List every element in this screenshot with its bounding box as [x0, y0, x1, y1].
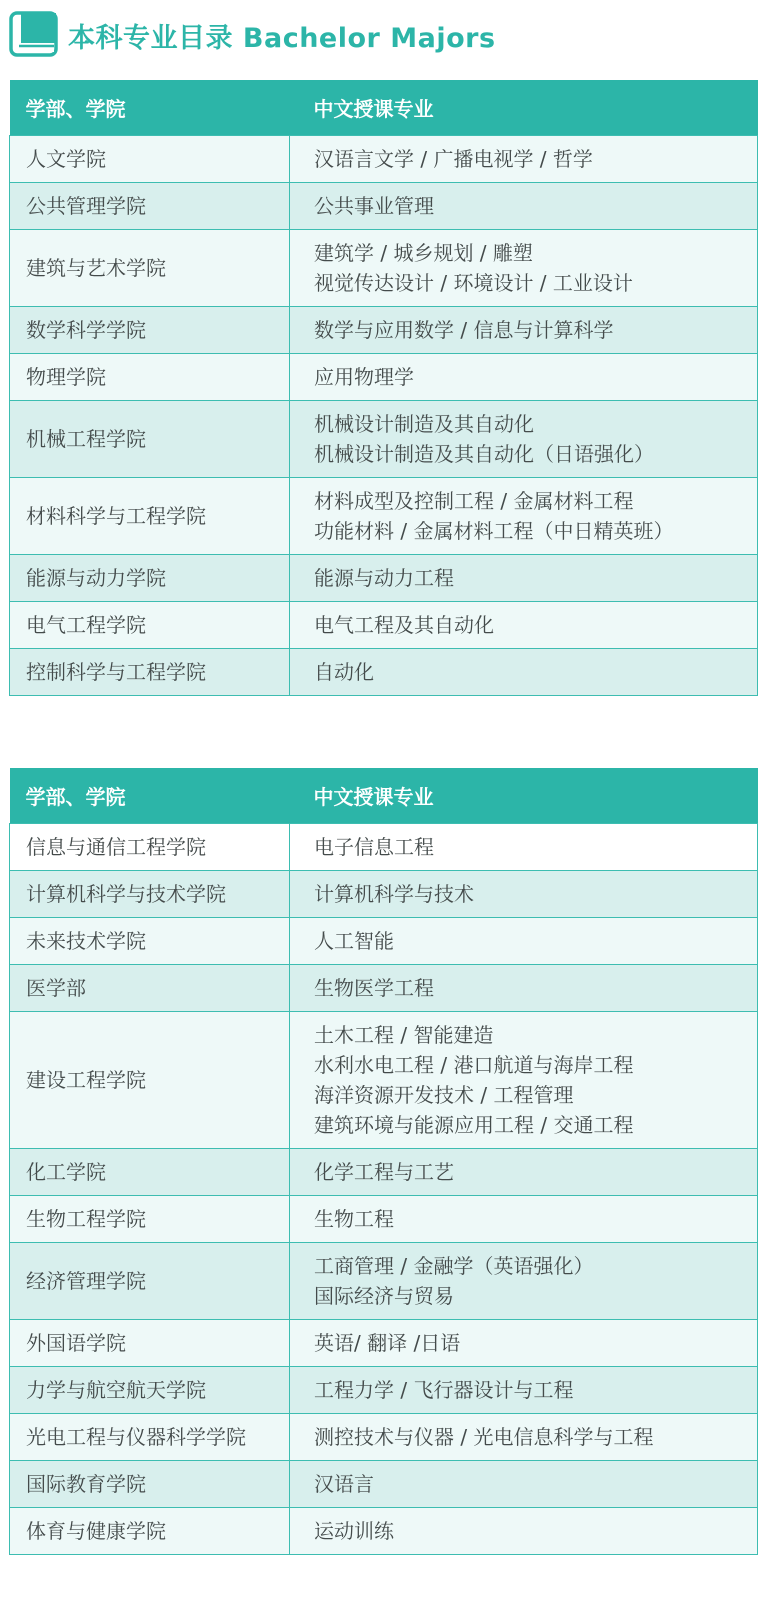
table-row [10, 136, 758, 183]
majors-cell [290, 1012, 758, 1149]
table-row [10, 1461, 758, 1508]
majors-cell [290, 965, 758, 1012]
major-line: 运动训练 [314, 1519, 394, 1543]
majors-cell [290, 918, 758, 965]
table-header-row [10, 80, 758, 136]
majors-cell [290, 555, 758, 602]
major-line: 汉语言文学 / 广播电视学 / 哲学 [314, 147, 593, 171]
page-header [8, 8, 496, 62]
school-cell: 化工学院 [10, 1149, 290, 1196]
table-row [10, 1196, 758, 1243]
major-line: 视觉传达设计 / 环境设计 / 工业设计 [314, 271, 633, 295]
majors-cell [290, 230, 758, 307]
majors-cell [290, 871, 758, 918]
school-cell: 国际教育学院 [10, 1461, 290, 1508]
table-row [10, 555, 758, 602]
major-line: 生物医学工程 [314, 976, 434, 1000]
majors-cell [290, 1508, 758, 1555]
major-line: 化学工程与工艺 [314, 1160, 454, 1184]
majors-cell [290, 183, 758, 230]
major-line: 测控技术与仪器 / 光电信息科学与工程 [314, 1425, 654, 1449]
school-cell: 光电工程与仪器科学学院 [10, 1414, 290, 1461]
majors-cell [290, 136, 758, 183]
major-line: 机械设计制造及其自动化（日语强化） [314, 442, 654, 466]
table-row [10, 1320, 758, 1367]
majors-cell [290, 1367, 758, 1414]
school-cell: 医学部 [10, 965, 290, 1012]
major-line: 人工智能 [314, 929, 394, 953]
major-line: 电子信息工程 [314, 835, 434, 859]
table-row [10, 401, 758, 478]
school-cell: 计算机科学与技术学院 [10, 871, 290, 918]
table-row [10, 602, 758, 649]
major-line: 工程力学 / 飞行器设计与工程 [314, 1378, 574, 1402]
majors-cell [290, 478, 758, 555]
table-row [10, 230, 758, 307]
table-body-2 [10, 824, 758, 1555]
table-row [10, 871, 758, 918]
book-icon [8, 9, 60, 61]
table-header-row [10, 768, 758, 824]
table-row [10, 824, 758, 871]
majors-cell [290, 649, 758, 696]
table-row [10, 307, 758, 354]
majors-cell [290, 307, 758, 354]
table-body-1 [10, 136, 758, 696]
table-row [10, 965, 758, 1012]
majors-cell [290, 1149, 758, 1196]
school-cell: 体育与健康学院 [10, 1508, 290, 1555]
school-cell: 生物工程学院 [10, 1196, 290, 1243]
column-header-majors: 中文授课专业 [290, 80, 758, 136]
table-row [10, 1243, 758, 1320]
column-header-school: 学部、学院 [10, 80, 290, 136]
table-row [10, 478, 758, 555]
major-line: 建筑学 / 城乡规划 / 雕塑 [314, 241, 533, 265]
school-cell: 物理学院 [10, 354, 290, 401]
major-line: 建筑环境与能源应用工程 / 交通工程 [314, 1113, 634, 1137]
school-cell: 人文学院 [10, 136, 290, 183]
major-line: 国际经济与贸易 [314, 1284, 454, 1308]
school-cell: 未来技术学院 [10, 918, 290, 965]
school-cell: 控制科学与工程学院 [10, 649, 290, 696]
major-line: 计算机科学与技术 [314, 882, 474, 906]
school-cell: 电气工程学院 [10, 602, 290, 649]
school-cell: 公共管理学院 [10, 183, 290, 230]
table-row [10, 354, 758, 401]
majors-table-1 [9, 80, 758, 696]
major-line: 生物工程 [314, 1207, 394, 1231]
school-cell: 力学与航空航天学院 [10, 1367, 290, 1414]
major-line: 英语/ 翻译 /日语 [314, 1331, 461, 1355]
major-line: 自动化 [314, 660, 374, 684]
major-line: 材料成型及控制工程 / 金属材料工程 [314, 489, 634, 513]
column-header-majors: 中文授课专业 [290, 768, 758, 824]
school-cell: 建设工程学院 [10, 1012, 290, 1149]
major-line: 公共事业管理 [314, 194, 434, 218]
table-row [10, 1508, 758, 1555]
majors-cell [290, 401, 758, 478]
table-row [10, 183, 758, 230]
major-line: 功能材料 / 金属材料工程（中日精英班） [314, 519, 674, 543]
majors-cell [290, 1196, 758, 1243]
major-line: 应用物理学 [314, 365, 414, 389]
major-line: 能源与动力工程 [314, 566, 454, 590]
majors-cell [290, 824, 758, 871]
majors-cell [290, 602, 758, 649]
table-row [10, 1414, 758, 1461]
majors-cell [290, 354, 758, 401]
school-cell: 能源与动力学院 [10, 555, 290, 602]
school-cell: 经济管理学院 [10, 1243, 290, 1320]
major-line: 土木工程 / 智能建造 [314, 1023, 494, 1047]
major-line: 电气工程及其自动化 [314, 613, 494, 637]
major-line: 汉语言 [314, 1472, 374, 1496]
school-cell: 材料科学与工程学院 [10, 478, 290, 555]
majors-cell [290, 1414, 758, 1461]
table-row [10, 1367, 758, 1414]
column-header-school: 学部、学院 [10, 768, 290, 824]
school-cell: 建筑与艺术学院 [10, 230, 290, 307]
major-line: 数学与应用数学 / 信息与计算科学 [314, 318, 614, 342]
majors-table-2 [9, 768, 758, 1555]
school-cell: 数学科学学院 [10, 307, 290, 354]
table-row [10, 918, 758, 965]
major-line: 海洋资源开发技术 / 工程管理 [314, 1083, 574, 1107]
majors-cell [290, 1243, 758, 1320]
table-row [10, 1149, 758, 1196]
school-cell: 外国语学院 [10, 1320, 290, 1367]
major-line: 机械设计制造及其自动化 [314, 412, 534, 436]
table-row [10, 649, 758, 696]
major-line: 工商管理 / 金融学（英语强化） [314, 1254, 594, 1278]
major-line: 水利水电工程 / 港口航道与海岸工程 [314, 1053, 634, 1077]
school-cell: 机械工程学院 [10, 401, 290, 478]
majors-cell [290, 1320, 758, 1367]
table-row [10, 1012, 758, 1149]
page-title: 本科专业目录 Bachelor Majors [68, 22, 496, 54]
majors-cell [290, 1461, 758, 1508]
school-cell: 信息与通信工程学院 [10, 824, 290, 871]
